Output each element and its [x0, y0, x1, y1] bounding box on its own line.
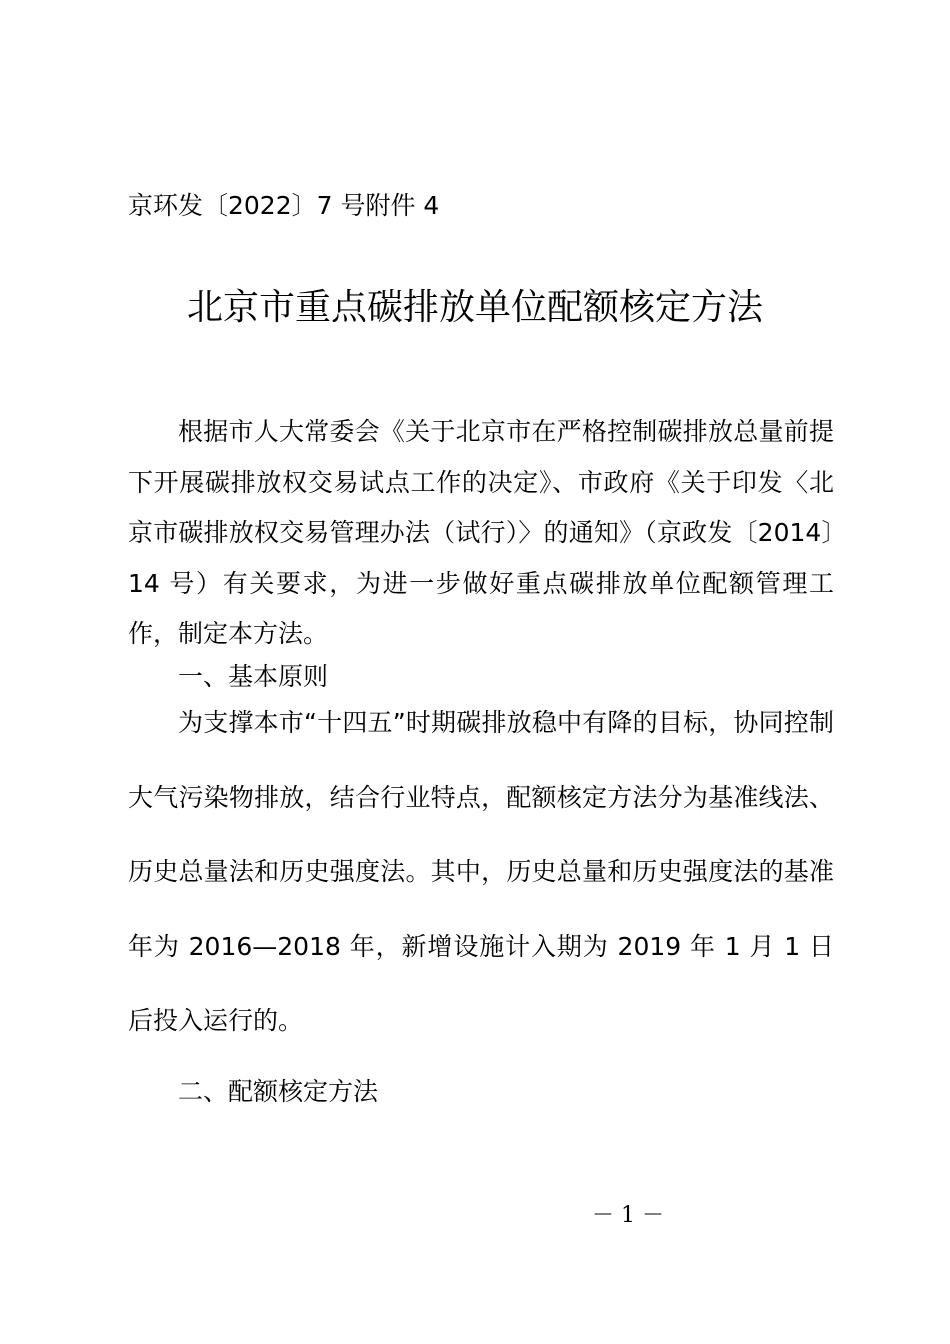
basic-principles-paragraph: 为支撑本市“十四五”时期碳排放稳中有降的目标，协同控制大气污染物排放，结合行业特点，配额核定方法分为基准线法、历史总量法和历史强度法。其中，历史总量和历史强度法的基准年为 2016—2018 年，新增设施计入期为 2019 年 1 月 1 日后投入运行的。 — [128, 708, 834, 1035]
section-heading-basic-principles: 一、基本原则 — [178, 662, 329, 691]
section-heading-quota-method: 二、配额核定方法 — [178, 1077, 379, 1106]
document-number: 京环发〔2022〕7 号附件 4 — [128, 191, 440, 220]
intro-paragraph: 根据市人大常委会《关于北京市在严格控制碳排放总量前提下开展碳排放权交易试点工作的决定》、市政府《关于印发〈北京市碳排放权交易管理办法（试行）〉的通知》（京政发〔2014〕14 号）有关要求，为进一步做好重点碳排放单位配额管理工作，制定本方法。 — [128, 417, 834, 648]
page-number: － 1 － — [592, 1203, 664, 1228]
document-title: 北京市重点碳排放单位配额核定方法 — [186, 287, 763, 328]
